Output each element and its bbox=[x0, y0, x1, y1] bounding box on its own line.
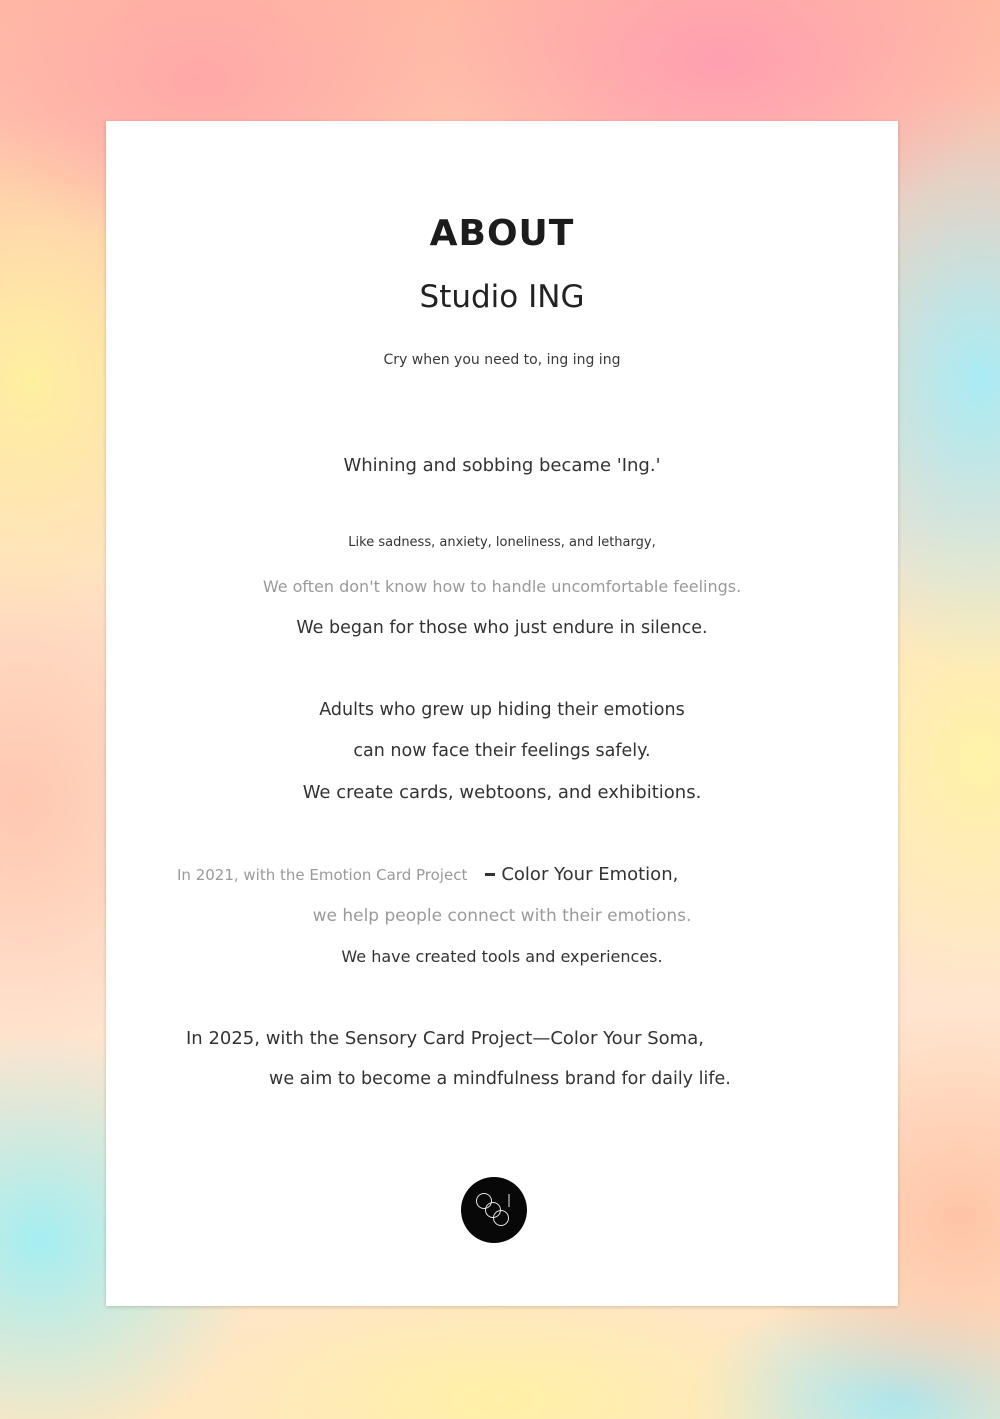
paragraph-uncomfortable-feelings: We often don't know how to handle uncomfortable feelings. bbox=[262, 577, 742, 596]
paragraph-adults-hiding: Adults who grew up hiding their emotions bbox=[319, 700, 685, 720]
paragraph-tools-experiences: We have created tools and experiences. bbox=[341, 947, 663, 966]
color-your-emotion-text: Color Your Emotion, bbox=[501, 864, 679, 885]
paragraph-we-create: We create cards, webtoons, and exhibitions. bbox=[302, 782, 702, 803]
paragraph-began-for: We began for those who just endure in silence. bbox=[296, 618, 708, 638]
dash-divider bbox=[485, 873, 495, 876]
page-title: ABOUT bbox=[429, 213, 575, 254]
emotion-card-project-text: In 2021, with the Emotion Card Project bbox=[177, 866, 468, 884]
paragraph-emotions-list: Like sadness, anxiety, loneliness, and lethargy, bbox=[348, 535, 656, 550]
about-card bbox=[106, 121, 898, 1306]
paragraph-ing-origin: Whining and sobbing became 'Ing.' bbox=[343, 455, 661, 476]
paragraph-mindfulness-brand: we aim to become a mindfulness brand for daily life. bbox=[269, 1069, 731, 1089]
paragraph-connect-emotions: we help people connect with their emotions. bbox=[312, 906, 692, 926]
studio-name: Studio ING bbox=[419, 279, 585, 315]
paragraph-face-feelings: can now face their feelings safely. bbox=[353, 741, 651, 761]
studio-ing-logo-icon bbox=[461, 1177, 527, 1243]
paragraph-2025-project: In 2025, with the Sensory Card Project—Color Your Soma, bbox=[186, 1028, 704, 1049]
paragraph-2021-project bbox=[177, 864, 827, 885]
tagline: Cry when you need to, ing ing ing bbox=[383, 352, 621, 368]
